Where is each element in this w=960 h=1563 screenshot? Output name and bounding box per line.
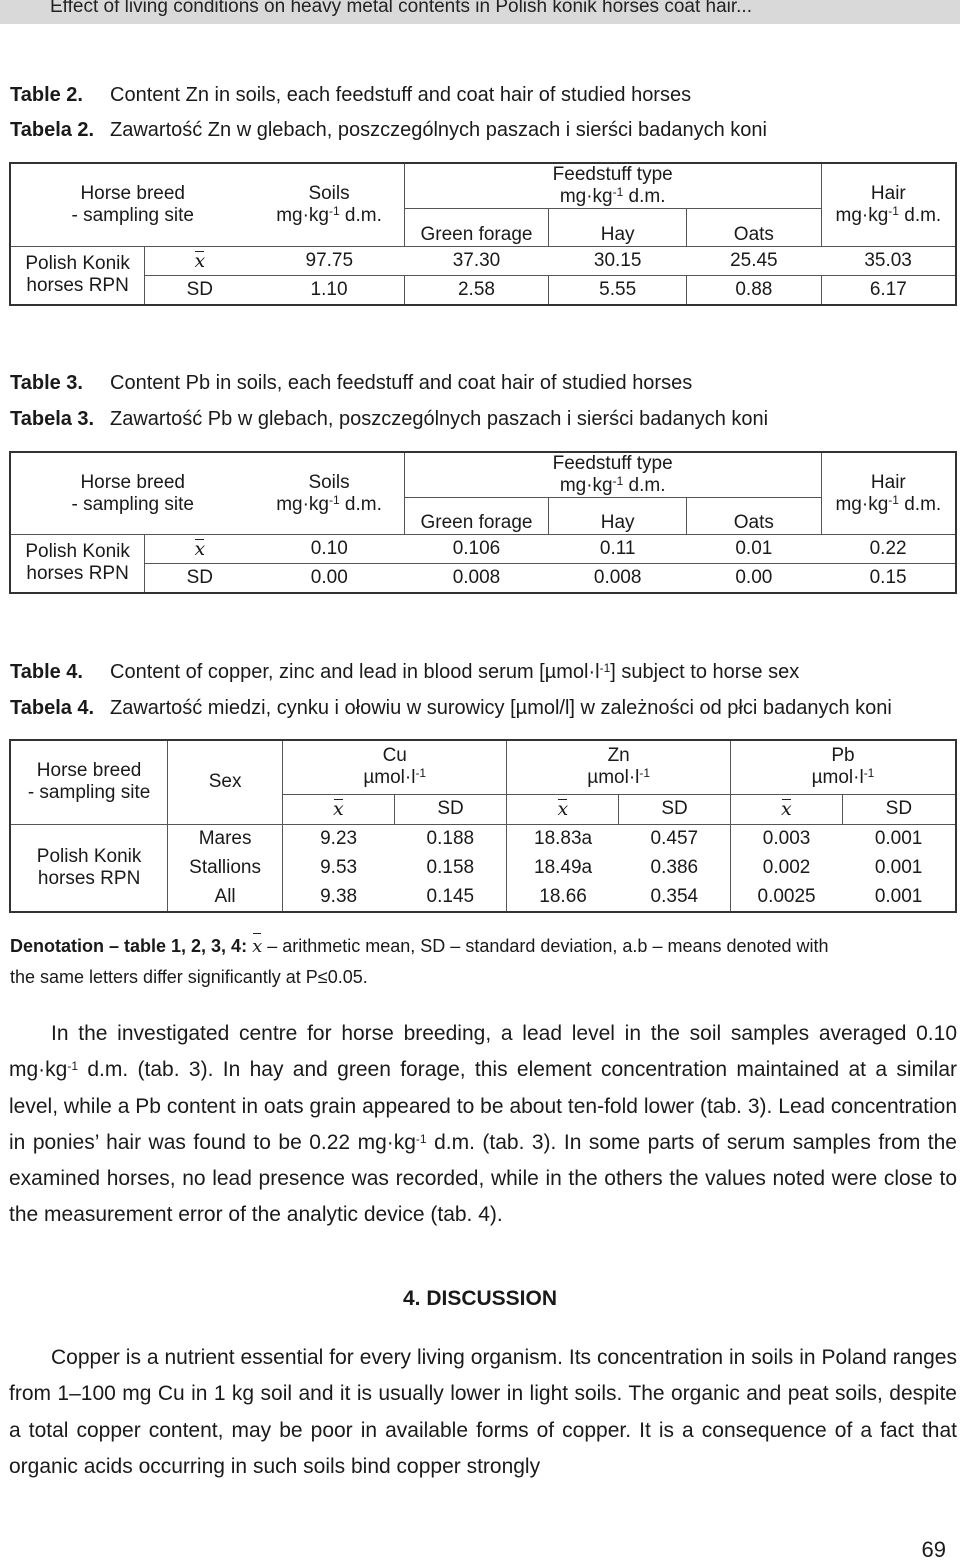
table4-pb-mean-header bbox=[730, 794, 842, 824]
table3-mean-label bbox=[145, 535, 255, 564]
mean-symbol: x bbox=[194, 249, 206, 272]
table-cell: 0.354 bbox=[619, 882, 731, 912]
mean-symbol: x bbox=[557, 797, 569, 820]
table2-caption-en bbox=[10, 84, 691, 107]
table-cell: 37.30 bbox=[404, 247, 549, 276]
table-cell: 0.01 bbox=[687, 535, 822, 564]
table3-breed-header: Horse breed - sampling site bbox=[10, 452, 254, 535]
table4-row-label: Polish Konik horses RPN bbox=[10, 824, 168, 912]
table4-cu-mean-header bbox=[283, 794, 395, 824]
table3-caption-pl bbox=[10, 408, 768, 431]
table4-pb-header: Pb $\mu mol\cdot l^{-1}$ bbox=[730, 740, 956, 794]
mean-symbol: x bbox=[332, 797, 344, 820]
table3-label-pl: Tabela 3. bbox=[10, 408, 95, 430]
table3-caption-en bbox=[10, 372, 692, 395]
mean-symbol: x bbox=[194, 537, 206, 560]
table4-sex-header: Sex bbox=[168, 740, 283, 824]
table-cell: 0.001 bbox=[842, 853, 956, 882]
table3-soils-header: Soils $mg\cdot kg^{-1}$ d.m. bbox=[254, 452, 404, 535]
table4-zn-sd-header: SD bbox=[619, 794, 731, 824]
table2-row-label: Polish Konik horses RPN bbox=[10, 247, 145, 305]
table-cell: 0.15 bbox=[821, 564, 956, 593]
table3-hair-header: Hair $mg\cdot kg^{-1}$ d.m. bbox=[821, 452, 956, 535]
table4-label-en: Table 4. bbox=[10, 661, 83, 683]
table-cell: 0.002 bbox=[730, 853, 842, 882]
table2-title-en: Content Zn in soils, each feedstuff and coat hair of studied horses bbox=[110, 84, 692, 106]
table3-title-pl: Zawartość Pb w glebach, poszczególnych paszach i sierści badanych koni bbox=[110, 408, 769, 430]
table2-caption-pl bbox=[10, 119, 767, 142]
denotation-note bbox=[10, 931, 955, 992]
table2-label-pl: Tabela 2. bbox=[10, 119, 95, 141]
table-cell: 5.55 bbox=[549, 276, 687, 305]
table-cell: 0.001 bbox=[842, 824, 956, 853]
table-cell: 0.00 bbox=[254, 564, 404, 593]
table-cell: 0.00 bbox=[687, 564, 822, 593]
page-number: 69 bbox=[921, 1537, 946, 1562]
table3-title-en: Content Pb in soils, each feedstuff and coat hair of studied horses bbox=[110, 372, 693, 394]
running-head: Effect of living conditions on heavy metal contents in Polish konik horses coat hair... bbox=[50, 0, 752, 17]
denotation-text-1: – arithmetic mean, SD – standard deviation, a.b – means denoted with bbox=[262, 936, 829, 956]
table4-label-pl: Tabela 4. bbox=[10, 697, 95, 719]
table4-cu-header: Cu $\mu mol\cdot l^{-1}$ bbox=[283, 740, 507, 794]
denotation-text-2: the same letters differ significantly at P≤0.05. bbox=[10, 967, 368, 987]
table3-label-en: Table 3. bbox=[10, 372, 83, 394]
table-cell: 25.45 bbox=[687, 247, 822, 276]
body-paragraph-1: In the investigated centre for horse breeding, a lead level in the soil samples averaged 0.10 $mg\cdot kg^{-1}$ d.m. (tab. 3). In hay and green forage, this element concentration maintained at a similar level, while a Pb content in oats grain appeared to be about ten-fold lower (tab. 3). Lead concentration in ponies’ hair was found to be 0.22 $mg\cdot kg^{-1}$ d.m. (tab. 3). In some parts of serum samples from the examined horses, no lead presence was recorded, while in the others the values noted were close to the measurement error of the analytic device (tab. 4). bbox=[9, 1022, 957, 1227]
table-cell: 35.03 bbox=[821, 247, 956, 276]
table-cell: 0.10 bbox=[254, 535, 404, 564]
table4-title-en: Content of copper, zinc and lead in blood serum $[\mu mol\cdot l^{-1}]$ subject to horse sex bbox=[110, 661, 800, 683]
table-cell: 0.88 bbox=[687, 276, 822, 305]
table-cell: 9.53 bbox=[283, 853, 395, 882]
table3 bbox=[9, 451, 957, 594]
table3-row-label: Polish Konik horses RPN bbox=[10, 535, 145, 593]
table-cell: 0.188 bbox=[394, 824, 507, 853]
table4-caption-pl bbox=[10, 697, 892, 720]
table-cell: 0.0025 bbox=[730, 882, 842, 912]
table-cell: 0.11 bbox=[549, 535, 687, 564]
table-cell: 1.10 bbox=[254, 276, 404, 305]
table-cell: 0.008 bbox=[404, 564, 549, 593]
table2-hay-header: Hay bbox=[549, 209, 687, 247]
table-cell: 0.386 bbox=[650, 856, 699, 878]
table-cell: 18.83a bbox=[507, 824, 619, 853]
table-cell: 0.001 bbox=[842, 882, 956, 912]
table-cell: 0.003 bbox=[730, 824, 842, 853]
table2-label-en: Table 2. bbox=[10, 84, 83, 106]
table2-mean-label bbox=[145, 247, 255, 276]
mean-symbol: x bbox=[252, 932, 262, 962]
table2-feed-header: Feedstuff type $mg\cdot kg^{-1}$ d.m. bbox=[404, 163, 821, 209]
table-cell: 2.58 bbox=[404, 276, 549, 305]
table2-sd-label: SD bbox=[145, 276, 255, 305]
table3-sd-label: SD bbox=[145, 564, 255, 593]
table-cell: 0.008 bbox=[549, 564, 687, 593]
table4-zn-header: Zn $\mu mol\cdot l^{-1}$ bbox=[507, 740, 731, 794]
table-cell: 18.49a bbox=[507, 853, 619, 882]
table2-hair-header: Hair $mg\cdot kg^{-1}$ d.m. bbox=[821, 163, 956, 247]
mean-symbol: x bbox=[780, 797, 792, 820]
table-cell: 9.23 bbox=[283, 824, 395, 853]
section-title: 4. DISCUSSION bbox=[402, 1287, 558, 1310]
table-cell: 0.145 bbox=[394, 882, 507, 912]
table-cell: 0.106 bbox=[404, 535, 549, 564]
table4-cu-sd-header: SD bbox=[394, 794, 507, 824]
table-cell: 0.457 bbox=[619, 824, 731, 853]
table-cell: 30.15 bbox=[549, 247, 687, 276]
table4-caption-en bbox=[10, 661, 799, 684]
table2-breed-header: Horse breed - sampling site bbox=[10, 163, 254, 247]
table2 bbox=[9, 162, 957, 306]
table2-green-header: Green forage bbox=[404, 209, 549, 247]
table-cell: 0.158 bbox=[426, 856, 475, 878]
table4 bbox=[9, 739, 957, 913]
table-cell: 0.22 bbox=[821, 535, 956, 564]
table4-pb-sd-header: SD bbox=[842, 794, 956, 824]
table2-soils-header: Soils $mg\cdot kg^{-1}$ d.m. bbox=[254, 163, 404, 247]
table4-sex-cell: Stallions bbox=[168, 853, 283, 882]
table4-sex-cell: Mares bbox=[168, 824, 283, 853]
table4-zn-mean-header bbox=[507, 794, 619, 824]
table4-sex-cell: All bbox=[168, 882, 283, 912]
table2-oats-header: Oats bbox=[687, 209, 822, 247]
table-cell: 18.66 bbox=[507, 882, 619, 912]
denotation-lead: Denotation – table 1, 2, 3, 4: bbox=[10, 936, 248, 956]
table-cell: 6.17 bbox=[821, 276, 956, 305]
table3-green-header: Green forage bbox=[404, 498, 549, 535]
table-cell: 9.38 bbox=[283, 882, 395, 912]
table3-feed-header: Feedstuff type $mg\cdot kg^{-1}$ d.m. bbox=[404, 452, 821, 498]
table4-title-pl: Zawartość miedzi, cynku i ołowiu w surowicy [µmol/l] w zależności od płci badanych koni bbox=[110, 697, 892, 719]
table-cell: 97.75 bbox=[254, 247, 404, 276]
table2-title-pl: Zawartość Zn w glebach, poszczególnych paszach i sierści badanych koni bbox=[110, 119, 767, 141]
table4-breed-header: Horse breed - sampling site bbox=[10, 740, 168, 824]
table3-oats-header: Oats bbox=[687, 498, 822, 535]
body-paragraph-2: Copper is a nutrient essential for every living organism. Its concentration in soils in Poland ranges from 1–100 mg Cu in 1 kg soil and it is usually lower in light soils. The organic and peat soils, despite a total copper content, may be poor in available forms of copper. It is a consequence of a fact that organic acids occurring in such soils bind copper strongly bbox=[9, 1346, 957, 1478]
table3-hay-header: Hay bbox=[549, 498, 687, 535]
